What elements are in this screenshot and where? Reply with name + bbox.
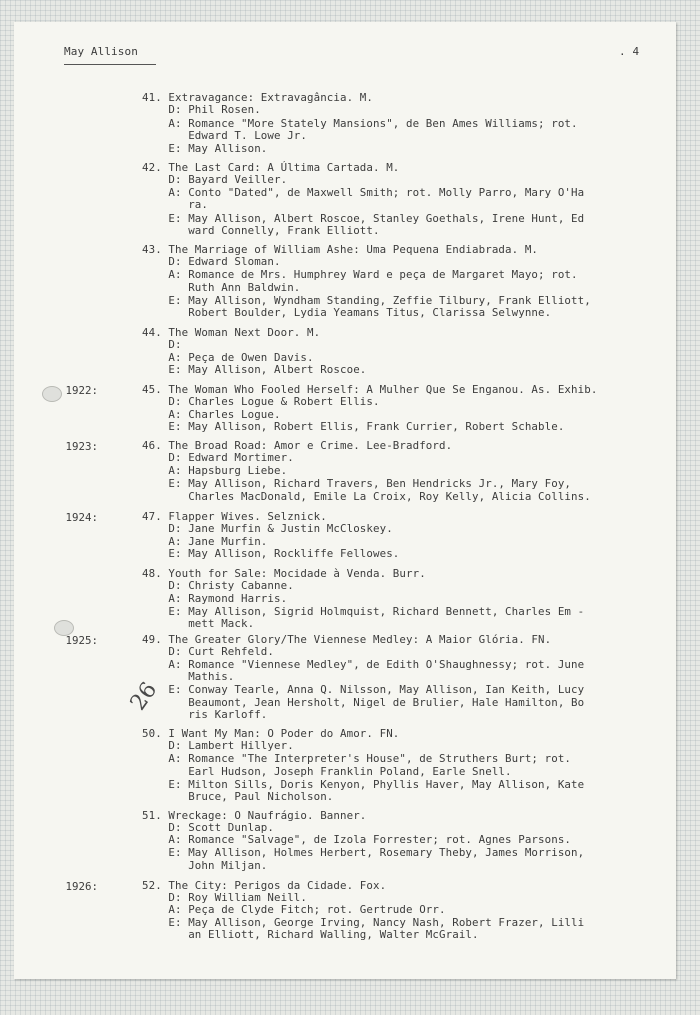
film-entry-title: 50. I Want My Man: O Poder do Amor. FN. bbox=[142, 727, 400, 740]
film-entry-title: 44. The Woman Next Door. M. bbox=[142, 326, 321, 339]
film-entry-detail: an Elliott, Richard Walling, Walter McGrail. bbox=[142, 928, 479, 941]
year-marker: 1926: bbox=[65, 880, 98, 893]
film-entry-detail: D: Curt Rehfeld. bbox=[142, 645, 275, 658]
film-entry-detail: E: Milton Sills, Doris Kenyon, Phyllis Haver, May Allison, Kate bbox=[142, 778, 585, 791]
handwritten-annotation: 26 bbox=[125, 677, 163, 716]
film-entry-detail: Edward T. Lowe Jr. bbox=[142, 129, 308, 142]
film-entry-detail: E: May Allison, Holmes Herbert, Rosemary Theby, James Morrison, bbox=[142, 846, 585, 859]
film-entry-title: 51. Wreckage: O Naufrágio. Banner. bbox=[142, 809, 367, 822]
year-marker: 1922: bbox=[65, 384, 98, 397]
film-entry-detail: D: Edward Sloman. bbox=[142, 255, 281, 268]
film-entry-detail: A: Hapsburg Liebe. bbox=[142, 464, 288, 477]
page-number: . 4 bbox=[619, 45, 640, 58]
film-entry-detail: D: Edward Mortimer. bbox=[142, 451, 294, 464]
film-entry-detail: D: Charles Logue & Robert Ellis. bbox=[142, 395, 380, 408]
film-entry-detail: D: Christy Cabanne. bbox=[142, 579, 294, 592]
film-entry-detail: D: Roy William Neill. bbox=[142, 891, 308, 904]
film-entry-detail: E: May Allison, Richard Travers, Ben Hendricks Jr., Mary Foy, bbox=[142, 477, 572, 490]
film-entry-detail: D: Bayard Veiller. bbox=[142, 173, 288, 186]
film-entry-title: 52. The City: Perigos da Cidade. Fox. bbox=[142, 879, 387, 892]
film-entry-detail: D: Lambert Hillyer. bbox=[142, 739, 294, 752]
film-entry-detail: E: May Allison. bbox=[142, 142, 268, 155]
film-entry-detail: ra. bbox=[142, 198, 209, 211]
film-entry-detail: A: Romance de Mrs. Humphrey Ward e peça de Margaret Mayo; rot. bbox=[142, 268, 578, 281]
film-entry-detail: Robert Boulder, Lydia Yeamans Titus, Clarissa Selwynne. bbox=[142, 306, 552, 319]
year-marker: 1923: bbox=[65, 440, 98, 453]
film-entry-detail: A: Charles Logue. bbox=[142, 408, 281, 421]
year-marker: 1925: bbox=[65, 634, 98, 647]
film-entry-title: 46. The Broad Road: Amor e Crime. Lee-Bradford. bbox=[142, 439, 453, 452]
film-entry-detail: A: Jane Murfin. bbox=[142, 535, 268, 548]
film-entry-detail: D: Phil Rosen. bbox=[142, 103, 261, 116]
film-entry-detail: A: Romance "More Stately Mansions", de Ben Ames Williams; rot. bbox=[142, 117, 578, 130]
film-entry-detail: mett Mack. bbox=[142, 617, 255, 630]
film-entry-title: 43. The Marriage of William Ashe: Uma Pequena Endiabrada. M. bbox=[142, 243, 539, 256]
film-entry-title: 49. The Greater Glory/The Viennese Medley: A Maior Glória. FN. bbox=[142, 633, 552, 646]
film-entry-detail: A: Peça de Owen Davis. bbox=[142, 351, 314, 364]
film-entry-detail: Bruce, Paul Nicholson. bbox=[142, 790, 334, 803]
film-entry-detail: John Miljan. bbox=[142, 859, 268, 872]
film-entry-detail: D: Scott Dunlap. bbox=[142, 821, 275, 834]
film-entry-detail: A: Raymond Harris. bbox=[142, 592, 288, 605]
film-entry-detail: E: May Allison, Albert Roscoe. bbox=[142, 363, 367, 376]
film-entry-detail: ward Connelly, Frank Elliott. bbox=[142, 224, 380, 237]
film-entry-detail: Earl Hudson, Joseph Franklin Poland, Earle Snell. bbox=[142, 765, 512, 778]
film-entry-detail: A: Romance "Viennese Medley", de Edith O'Shaughnessy; rot. June bbox=[142, 658, 585, 671]
header-underline bbox=[64, 64, 156, 65]
film-entry-detail: ris Karloff. bbox=[142, 708, 268, 721]
film-entry-detail: Mathis. bbox=[142, 670, 235, 683]
film-entry-detail: Beaumont, Jean Hersholt, Nigel de Brulier, Hale Hamilton, Bo bbox=[142, 696, 585, 709]
film-entry-detail: D: bbox=[142, 338, 182, 351]
header-name: May Allison bbox=[64, 45, 138, 58]
film-entry-detail: Charles MacDonald, Emile La Croix, Roy Kelly, Alicia Collins. bbox=[142, 490, 591, 503]
film-entry-detail: E: May Allison, Robert Ellis, Frank Currier, Robert Schable. bbox=[142, 420, 565, 433]
film-entry-detail: E: May Allison, Wyndham Standing, Zeffie Tilbury, Frank Elliott, bbox=[142, 294, 591, 307]
film-entry-detail: A: Conto "Dated", de Maxwell Smith; rot. Molly Parro, Mary O'Ha bbox=[142, 186, 585, 199]
film-entry-detail: E: May Allison, Rockliffe Fellowes. bbox=[142, 547, 400, 560]
film-entry-detail: A: Peça de Clyde Fitch; rot. Gertrude Orr. bbox=[142, 903, 446, 916]
film-entry-detail: E: May Allison, Sigrid Holmquist, Richard Bennett, Charles Em - bbox=[142, 605, 585, 618]
film-entry-detail: E: Conway Tearle, Anna Q. Nilsson, May Allison, Ian Keith, Lucy bbox=[142, 683, 585, 696]
film-entry-title: 41. Extravagance: Extravagância. M. bbox=[142, 91, 374, 104]
film-entry-detail: E: May Allison, Albert Roscoe, Stanley Goethals, Irene Hunt, Ed bbox=[142, 212, 585, 225]
film-entry-title: 45. The Woman Who Fooled Herself: A Mulher Que Se Enganou. As. Exhib. bbox=[142, 383, 598, 396]
film-entry-title: 47. Flapper Wives. Selznick. bbox=[142, 510, 327, 523]
film-entry-detail: Ruth Ann Baldwin. bbox=[142, 281, 301, 294]
film-entry-detail: D: Jane Murfin & Justin McCloskey. bbox=[142, 522, 393, 535]
film-entry-title: 48. Youth for Sale: Mocidade à Venda. Burr. bbox=[142, 567, 426, 580]
year-marker: 1924: bbox=[65, 511, 98, 524]
film-entry-detail: A: Romance "Salvage", de Izola Forrester; rot. Agnes Parsons. bbox=[142, 833, 572, 846]
film-entry-detail: E: May Allison, George Irving, Nancy Nash, Robert Frazer, Lilli bbox=[142, 916, 585, 929]
document-page bbox=[14, 22, 676, 979]
film-entry-detail: A: Romance "The Interpreter's House", de Struthers Burt; rot. bbox=[142, 752, 572, 765]
film-entry-title: 42. The Last Card: A Última Cartada. M. bbox=[142, 161, 400, 174]
